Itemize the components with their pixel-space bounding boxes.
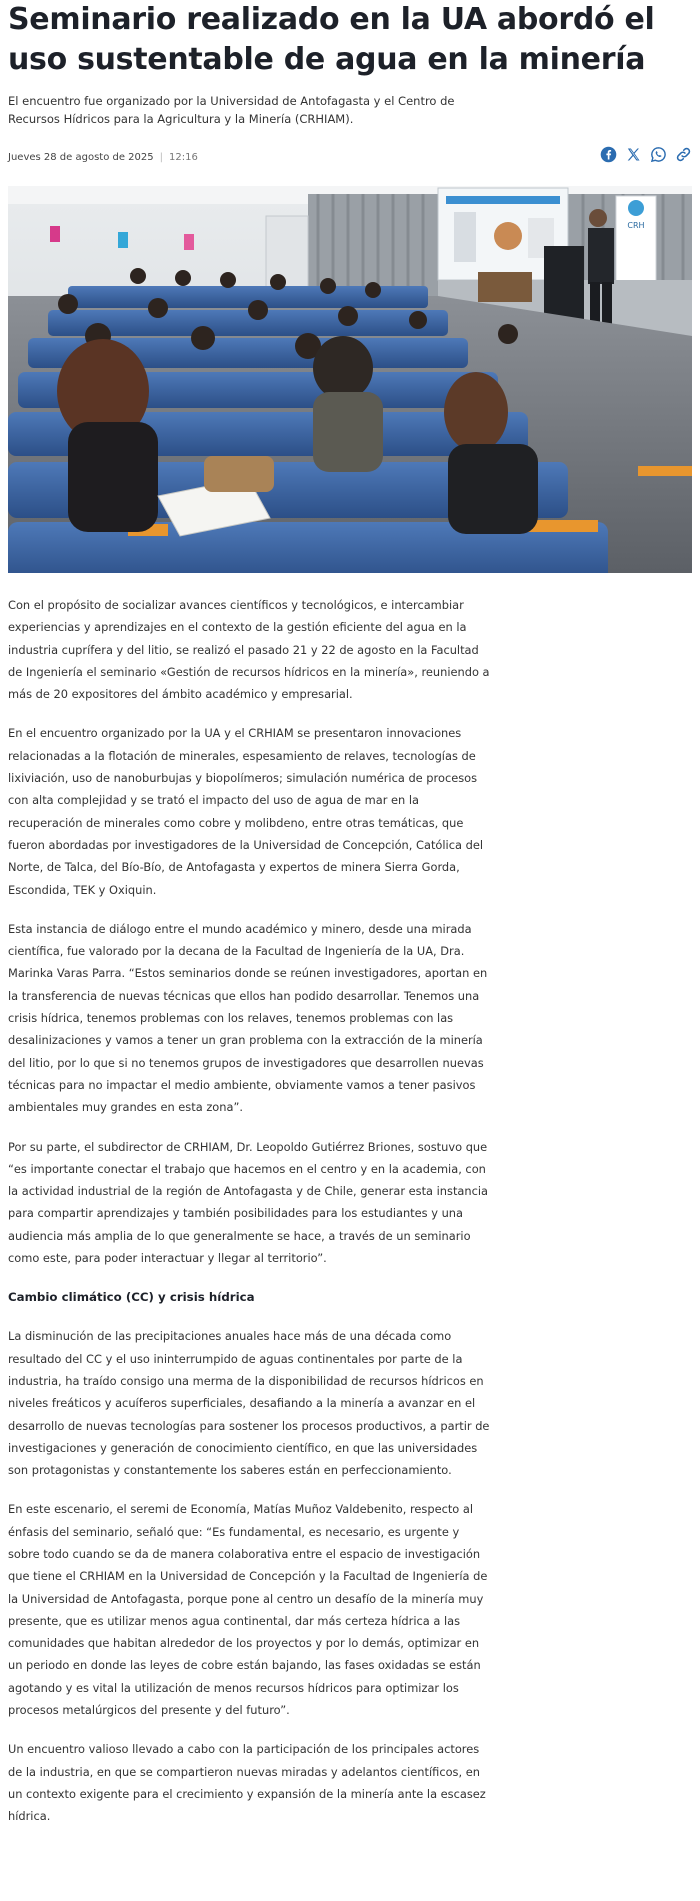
section-heading: Cambio climático (CC) y crisis hídrica: [8, 1290, 255, 1305]
body-paragraph: En este escenario, el seremi de Economía, Matías Muñoz Valdebenito, respecto al énfasis del seminario, señaló que: “Es fundamental, es necesario, es urgente y sobre todo cuando se da de manera colaborativa entre el espacio de investigación que tiene el CRHIAM en la Universidad de Concepción y la Facultad de Ingeniería de la Universidad de Antofagasta, porque pone al centro un desafío de la minería muy presente, que es utilizar menos agua continental, dar más certeza hídrica a las comunidades que habitan alrededor de los proyectos y por lo demás, optimizar en un periodo en donde las leyes de cobre están bajando, las fases oxidadas se están agotando y es vital la utilización de menos recursos hídricos para optimizar los procesos metalúrgicos del presente y del futuro”.: [8, 1502, 488, 1718]
meta-separator: |: [159, 151, 164, 163]
banner-label: CRH: [627, 221, 645, 230]
body-paragraph: En el encuentro organizado por la UA y el CRHIAM se presentaron innovaciones relacionadas a la flotación de minerales, espesamiento de relaves, tecnologías de lixiviación, uso de nanoburbujas y biopolímeros; simulación numérica de procesos con alta complejidad y se trató el impacto del uso de agua de mar en la recuperación de minerales como cobre y molibdeno, entre otras temáticas, que fueron abordadas por investigadores de la Universidad de Concepción, Católica del Norte, de Talca, del Bío-Bío, de Antofagasta y expertos de minera Sierra Gorda, Escondida, TEK y Oxiquin.: [8, 726, 483, 897]
body-paragraph: La disminución de las precipitaciones anuales hace más de una década como resultado del CC y el uso ininterrumpido de aguas continentales por parte de la industria, ha traído consigo una merma de la disponibilidad de recursos hídricos en niveles freáticos y acuíferos superficiales, desafiando a la minería a avanzar en el desarrollo de nuevas tecnologías para sostener los procesos productivos, a partir de investigaciones y generación de conocimiento científico, en que las universidades son protagonistas y constantemente los saberes están en perfeccionamiento.: [8, 1329, 490, 1478]
body-paragraph: Con el propósito de socializar avances científicos y tecnológicos, e intercambiar experiencias y aprendizajes en el contexto de la gestión eficiente del agua en la industria cuprífera y del litio, se realizó el pasado 21 y 22 de agosto en la Facultad de Ingeniería el seminario «Gestión de recursos hídricos en la minería», reuniendo a más de 20 expositores del ámbito académico y empresarial.: [8, 598, 490, 702]
link-icon[interactable]: [675, 146, 692, 163]
body-paragraph: Esta instancia de diálogo entre el mundo académico y minero, desde una mirada científica, fue valorado por la decana de la Facultad de Ingeniería de la UA, Dra. Marinka Varas Parra. “Estos seminarios donde se reúnen investigadores, aportan en la transferencia de nuevas técnicas que ellos han podido desarrollar. Tenemos una crisis hídrica, tenemos problemas con los relaves, tenemos problemas con las desalinizaciones y vamos a tener un gran problema con la extracción de la minería del litio, por lo que si no tenemos grupos de investigadores que desarrollen nuevas técnicas para no impactar el medio ambiente, obviamente vamos a tener pasivos ambientales muy grandes en esta zona”.: [8, 921, 488, 1115]
article-meta: [8, 150, 198, 164]
article-photo: [8, 186, 692, 573]
body-paragraph: Por su parte, el subdirector de CRHIAM, Dr. Leopoldo Gutiérrez Briones, sostuvo que “es importante conectar el trabajo que hacemos en el centro y en la academia, con la actividad industrial de la región de Antofagasta y de Chile, generar esta instancia para compartir aprendizajes y también posibilidades para los estudiantes y una audiencia más amplia de lo que generalmente se hace, a través de un seminario como este, para poder interactuar y llegar al territorio”.: [8, 1139, 489, 1266]
share-bar: [600, 146, 692, 163]
article-title: Seminario realizado en la UA abordó el uso sustentable de agua en la minería: [8, 2, 655, 77]
publish-time: 12:16: [169, 151, 198, 163]
body-paragraph: Un encuentro valioso llevado a cabo con la participación de los principales actores de la industria, en que se compartieron nuevas miradas y adelantos científicos, en un contexto exigente para el crecimiento y expansión de la minería ante la escasez hídrica.: [8, 1742, 486, 1824]
x-icon[interactable]: [625, 146, 642, 163]
facebook-icon[interactable]: [600, 146, 617, 163]
seminar-photo: [8, 186, 692, 573]
whatsapp-icon[interactable]: [650, 146, 667, 163]
article-subtitle: El encuentro fue organizado por la Universidad de Antofagasta y el Centro de Recursos Hídricos para la Agricultura y la Minería (CRHIAM).: [8, 94, 455, 126]
publish-date: Jueves 28 de agosto de 2025: [8, 151, 154, 163]
article-body: [8, 594, 494, 1845]
